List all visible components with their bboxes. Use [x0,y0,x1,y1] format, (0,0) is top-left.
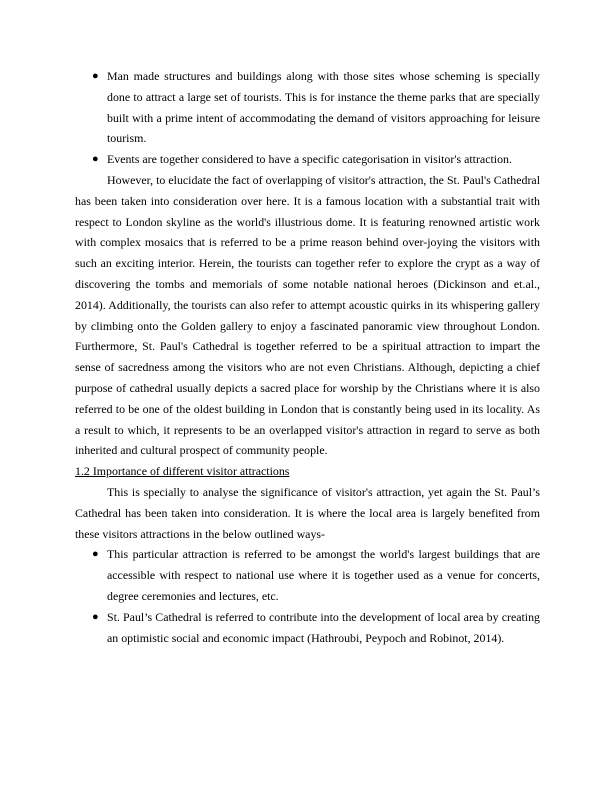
list-item-text: St. Paul’s Cathedral is referred to contribute into the development of local area by creating an optimistic social and economic impact (Hathroubi, Peypoch and Robinot, 2014). [107,609,540,645]
list-item-text: Man made structures and buildings along with those sites whose scheming is specially done to attract a large set of tourists. This is for instance the theme parks that are specially built with a prime intent of accommodating the demand of visitors approaching for leisure tourism. [107,69,540,146]
bullet-list-top [75,66,540,170]
bullet-icon: ● [92,70,99,82]
list-item-text: Events are together considered to have a specific categorisation in visitor's attraction. [107,152,512,167]
bullet-icon: ● [92,548,99,561]
bullet-icon: ● [92,153,99,166]
list-item [75,149,540,170]
list-item [75,66,540,149]
list-item [75,544,540,606]
bullet-icon: ● [92,610,99,623]
list-item-text: This particular attraction is referred to be amongst the world's largest buildings that are accessible with respect to national use where it is together used as a venue for concerts, degree ceremonies and lectures, etc. [107,547,540,603]
list-item [75,607,540,649]
document-page [75,66,540,648]
bullet-list-bottom [75,544,540,648]
paragraph-st-pauls-overview: However, to elucidate the fact of overlapping of visitor's attraction, the St. Paul's Cathedral has been taken into consideration over here. It is a famous location with a substantial trait with respect to London skyline as the world's illustrious dome. It is featuring renowned artistic work with complex mosaics that is referred to be a prime reason behind over-joying the visitors with such an exciting interior. Herein, the tourists can together refer to explore the crypt as a way of discovering the tombs and memorials of some notable national heroes (Dickinson and et.al., 2014). Additionally, the tourists can also refer to attempt acoustic quirks in its whispering gallery by climbing onto the Golden gallery to enjoy a fascinated panoramic view throughout London. Furthermore, St. Paul's Cathedral is together referred to be a spiritual attraction to impart the sense of sacredness among the visitors who are not even Christians. Although, depicting a chief purpose of cathedral usually depicts a sacred place for worship by the Christians where it is also referred to be one of the oldest building in London that is constantly being used in its locality. As a result to which, it represents to be an overlapped visitor's attraction in regard to serve as both inherited and cultural prospect of community people. [75,172,540,458]
paragraph-importance-intro: This is specially to analyse the significance of visitor's attraction, yet again the St. Paul’s Cathedral has been taken into consideration. It is where the local area is largely benefited from these visitors attractions in the below outlined ways- [75,484,540,541]
section-heading: 1.2 Importance of different visitor attractions [75,464,290,479]
